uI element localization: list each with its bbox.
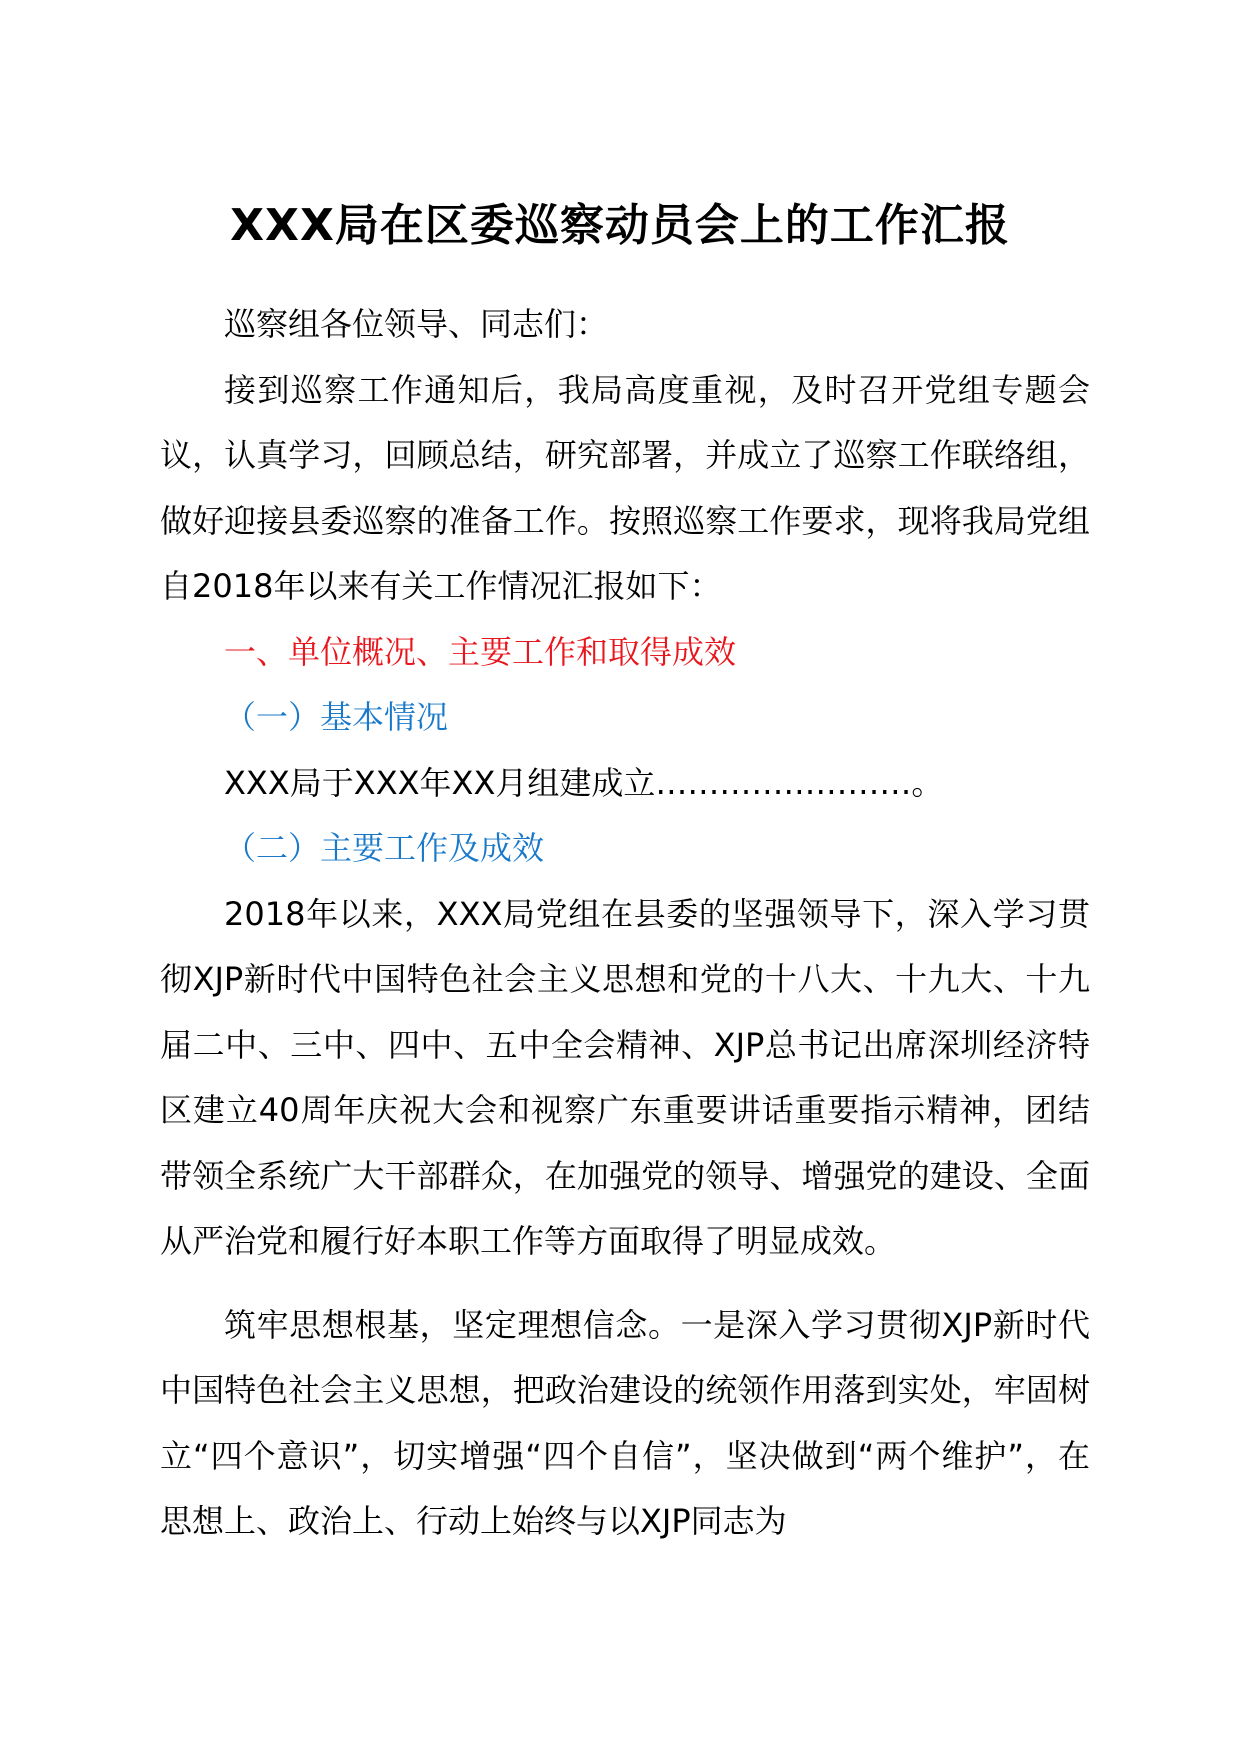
- subsection-heading-basic: （一）基本情况: [224, 698, 449, 736]
- ideology-paragraph: 筑牢思想根基，坚定理想信念。一是深入学习贯彻XJP新时代中国特色社会主义思想，把政治建设的统领作用落到实处，牢固树立“四个意识”，切实增强“四个自信”，坚决做到“两个维护”，在思想上、政治上、行动上始终与以XJP同志为: [160, 1305, 1090, 1540]
- intro-paragraph: 接到巡察工作通知后，我局高度重视，及时召开党组专题会议，认真学习，回顾总结，研究部署，并成立了巡察工作联络组，做好迎接县委巡察的准备工作。按照巡察工作要求，现将我局党组自2018年以来有关工作情况汇报如下：: [160, 370, 1090, 605]
- achievements-paragraph: 2018年以来，XXX局党组在县委的坚强领导下，深入学习贯彻XJP新时代中国特色社会主义思想和党的十八大、十九大、十九届二中、三中、四中、五中全会精神、XJP总书记出席深圳经济特区建立40周年庆祝大会和视察广东重要讲话重要指示精神，团结带领全系统广大干部群众，在加强党的领导、增强党的建设、全面从严治党和履行好本职工作等方面取得了明显成效。: [160, 894, 1090, 1260]
- salutation-paragraph: 巡察组各位领导、同志们：: [224, 305, 609, 343]
- basic-info-paragraph: XXX局于XXX年XX月组建成立……………………。: [224, 763, 944, 802]
- section-heading-1: 一、单位概况、主要工作和取得成效: [224, 632, 737, 671]
- document-title: XXX局在区委巡察动员会上的工作汇报: [230, 200, 1010, 251]
- subsection-heading-achievements: （二）主要工作及成效: [224, 829, 545, 867]
- document-body: [160, 292, 1090, 1555]
